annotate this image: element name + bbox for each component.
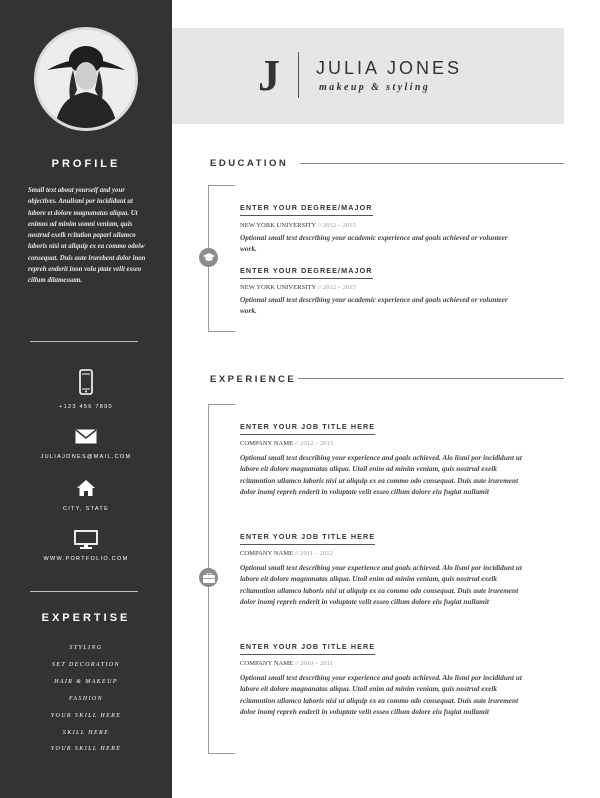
experience-rule — [298, 378, 564, 379]
education-rule — [300, 163, 564, 164]
briefcase-icon — [199, 568, 218, 587]
education-entry-title: ENTER YOUR DEGREE/MAJOR — [240, 266, 373, 279]
company-name: COMPANY NAME — [240, 440, 294, 447]
sidebar-divider — [30, 591, 138, 592]
education-org: NEW YORK UNIVERSITY — [240, 222, 316, 229]
experience-entry-text: Optional small text describing your experience and goals achieved. Alo lismi por incididunt ut labore eit dolore magnanatas aliqua. Utoil enim ad minim veniam, quis nostrud exelk rcitamntion ullamco laboris nisi ut aliquip ex ea commo odo consequat. Duis aute irurement dolor inomj repreh enderit in voluptate velit esseo cillum dolore eiu fugiat nullamit — [240, 563, 522, 606]
website-label[interactable]: WWW.PORTFOLIO.COM — [43, 556, 129, 562]
monogram-divider — [298, 52, 299, 98]
experience-years: // 2011 – 2012 — [294, 550, 333, 557]
monitor-icon — [0, 530, 172, 550]
experience-entry-meta — [240, 440, 333, 447]
education-entry-meta — [240, 222, 356, 229]
education-entry-meta — [240, 284, 356, 291]
expertise-heading: EXPERTISE — [41, 612, 131, 624]
location-label: CITY, STATE — [62, 506, 110, 512]
experience-entry-title: ENTER YOUR JOB TITLE HERE — [240, 532, 375, 545]
education-years: // 2012 – 2015 — [317, 222, 356, 229]
envelope-icon — [0, 429, 172, 444]
profile-heading: PROFILE — [51, 158, 121, 170]
experience-entry-title: ENTER YOUR JOB TITLE HERE — [240, 642, 375, 655]
experience-entry-text: Optional small text describing your experience and goals achieved. Alo lismi por incididunt ut labore eit dolore magnanatas aliqua. Utoil enim ad minim veniam, quis nostrud exelk rcitamntion ullamco laboris nisi ut aliquip ex ea commo odo consequat. Duis aute irurement dolor inomj repreh enderit in voluptate velit esseo cillum dolore eiu fugiat nullamit — [240, 673, 522, 716]
education-entry-text: Optional small text describing your academic experience and goals achieved or volunteer work. — [240, 233, 508, 254]
sidebar-divider — [30, 341, 138, 342]
experience-entry-text: Optional small text describing your experience and goals achieved. Alo lismi por incididunt ut labore eit dolore magnanatas aliqua. Utoil enim ad minim veniam, quis nostrud exelk rcitamntion ullamco laboris nisi ut aliquip ex ea commo odo consequat. Duis aute irurement dolor inomj repreh enderit in voluptate velit esseo cillum dolore eiu fugiat nullamit — [240, 453, 522, 496]
profile-text: Small text about yourself and your objectives. Anulismi por incididunt ut labore et dolore magnanatas aliqua. Ut enimos ad minim somni veniam, quis nostrud exelk rcitation papari ullamco laboris nisi ut aliquip ex ea commo odoiw consequat. Duis aute irurebent dolor inon repreh enderit inon volu ptate velit esseo cillum dilamessam. — [28, 187, 146, 285]
phone-icon — [0, 369, 172, 395]
skill-item: STYLING — [69, 645, 103, 651]
education-years: // 2012 – 2015 — [317, 284, 356, 291]
education-entry-text: Optional small text describing your academic experience and goals achieved or volunteer work. — [240, 295, 508, 316]
experience-entry-meta — [240, 660, 333, 667]
skill-item: YOUR SKILL HERE — [50, 713, 122, 719]
skill-item: SKILL HERE — [62, 730, 110, 736]
education-org: NEW YORK UNIVERSITY — [240, 284, 316, 291]
company-name: COMPANY NAME — [240, 660, 294, 667]
portrait-image — [37, 30, 135, 128]
email-label[interactable]: JULIAJONES@MAIL.COM — [40, 454, 132, 460]
graduation-cap-icon — [199, 248, 218, 267]
skill-item: HAIR & MAKEUP — [54, 679, 118, 685]
skill-item: SET DECORATION — [51, 662, 121, 668]
home-icon — [0, 479, 172, 497]
experience-years: // 2012 – 2015 — [294, 440, 334, 447]
skill-item: FASHION — [68, 696, 104, 702]
person-name: JULIA JONES — [316, 58, 463, 78]
education-entry-title: ENTER YOUR DEGREE/MAJOR — [240, 203, 373, 216]
phone-label[interactable]: +123 456 7890 — [59, 404, 113, 410]
experience-heading: EXPERIENCE — [210, 374, 297, 385]
company-name: COMPANY NAME — [240, 550, 294, 557]
education-heading: EDUCATION — [210, 158, 289, 169]
experience-entry-meta — [240, 550, 333, 557]
skill-item: YOUR SKILL HERE — [50, 746, 122, 752]
monogram: J — [258, 51, 280, 100]
person-tagline: makeup & styling — [319, 82, 431, 93]
profile-photo — [34, 27, 138, 131]
experience-entry-title: ENTER YOUR JOB TITLE HERE — [240, 422, 375, 435]
experience-years: // 2010 – 2011 — [294, 660, 333, 667]
